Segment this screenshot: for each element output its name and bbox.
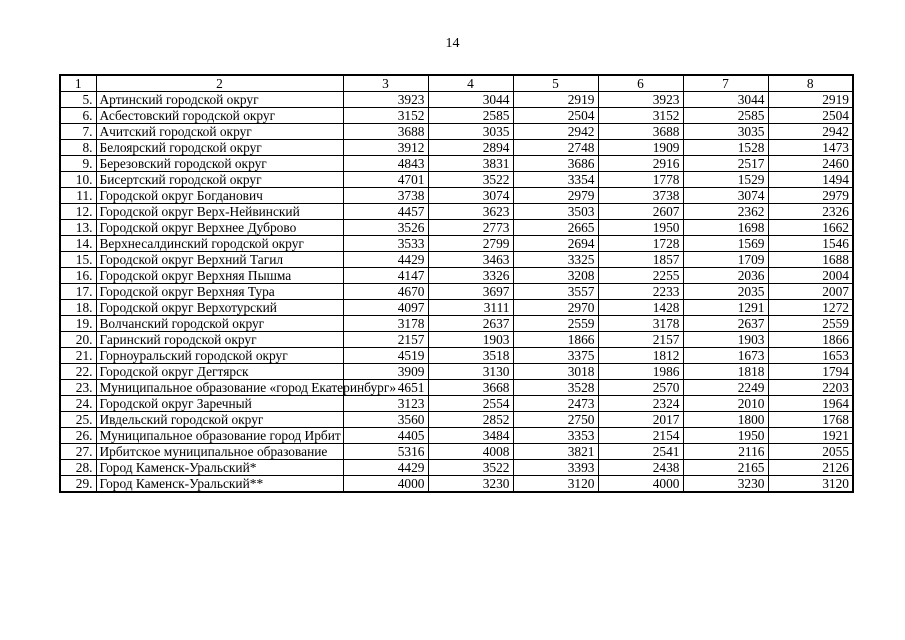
value-cell: 3208 [513,268,598,284]
table-row [60,380,853,396]
municipality-name: Ирбитское муниципальное образование [96,444,343,460]
value-cell: 3738 [598,188,683,204]
table-row [60,444,853,460]
row-number: 22. [60,364,96,380]
value-cell: 2979 [768,188,853,204]
value-cell: 2554 [428,396,513,412]
value-cell: 2007 [768,284,853,300]
value-cell: 1986 [598,364,683,380]
municipality-name: Городской округ Дегтярск [96,364,343,380]
municipality-name: Ачитский городской округ [96,124,343,140]
value-cell: 3688 [598,124,683,140]
value-cell: 2324 [598,396,683,412]
value-cell: 3557 [513,284,598,300]
value-cell: 4519 [343,348,428,364]
value-cell: 1909 [598,140,683,156]
value-cell: 2362 [683,204,768,220]
value-cell: 3522 [428,460,513,476]
value-cell: 4429 [343,460,428,476]
header-cell: 7 [683,75,768,92]
value-cell: 1866 [513,332,598,348]
row-number: 20. [60,332,96,348]
value-cell: 2004 [768,268,853,284]
value-cell: 3831 [428,156,513,172]
table-row [60,348,853,364]
value-cell: 2249 [683,380,768,396]
value-cell: 4429 [343,252,428,268]
value-cell: 1673 [683,348,768,364]
table-row [60,156,853,172]
value-cell: 3821 [513,444,598,460]
municipality-name: Муниципальное образование город Ирбит [96,428,343,444]
value-cell: 1921 [768,428,853,444]
row-number: 25. [60,412,96,428]
header-cell: 6 [598,75,683,92]
value-cell: 2035 [683,284,768,300]
municipality-name: Городской округ Верхняя Пышма [96,268,343,284]
row-number: 19. [60,316,96,332]
value-cell: 3688 [343,124,428,140]
value-cell: 3325 [513,252,598,268]
value-cell: 2607 [598,204,683,220]
municipality-name: Верхнесалдинский городской округ [96,236,343,252]
table-row [60,284,853,300]
value-cell: 2637 [683,316,768,332]
value-cell: 1768 [768,412,853,428]
municipality-name: Городской округ Верхнее Дуброво [96,220,343,236]
value-cell: 1800 [683,412,768,428]
row-number: 9. [60,156,96,172]
value-cell: 3738 [343,188,428,204]
value-cell: 2326 [768,204,853,220]
table-row [60,476,853,493]
value-cell: 3503 [513,204,598,220]
value-cell: 2942 [513,124,598,140]
row-number: 8. [60,140,96,156]
value-cell: 3522 [428,172,513,188]
row-number: 27. [60,444,96,460]
data-table [59,74,854,493]
value-cell: 2665 [513,220,598,236]
municipality-name: Город Каменск-Уральский** [96,476,343,493]
value-cell: 3230 [683,476,768,493]
table-row [60,108,853,124]
value-cell: 3044 [683,92,768,108]
table-row [60,316,853,332]
value-cell: 1818 [683,364,768,380]
value-cell: 3230 [428,476,513,493]
value-cell: 2750 [513,412,598,428]
value-cell: 3326 [428,268,513,284]
value-cell: 2694 [513,236,598,252]
table-row [60,364,853,380]
value-cell: 3375 [513,348,598,364]
municipality-name: Городской округ Заречный [96,396,343,412]
value-cell: 1778 [598,172,683,188]
value-cell: 2055 [768,444,853,460]
value-cell: 4147 [343,268,428,284]
value-cell: 2748 [513,140,598,156]
value-cell: 4457 [343,204,428,220]
value-cell: 1698 [683,220,768,236]
municipality-name: Городской округ Верхний Тагил [96,252,343,268]
value-cell: 3484 [428,428,513,444]
value-cell: 1569 [683,236,768,252]
row-number: 6. [60,108,96,124]
value-cell: 2473 [513,396,598,412]
value-cell: 3018 [513,364,598,380]
value-cell: 2126 [768,460,853,476]
value-cell: 1728 [598,236,683,252]
value-cell: 3178 [343,316,428,332]
row-number: 18. [60,300,96,316]
header-cell: 5 [513,75,598,92]
value-cell: 2799 [428,236,513,252]
value-cell: 3393 [513,460,598,476]
table-row [60,236,853,252]
municipality-name: Гаринский городской округ [96,332,343,348]
table-row [60,428,853,444]
value-cell: 1903 [683,332,768,348]
value-cell: 3463 [428,252,513,268]
value-cell: 2541 [598,444,683,460]
value-cell: 3923 [343,92,428,108]
value-cell: 2157 [343,332,428,348]
row-number: 14. [60,236,96,252]
municipality-name: Городской округ Богданович [96,188,343,204]
value-cell: 1653 [768,348,853,364]
value-cell: 3035 [428,124,513,140]
value-cell: 2233 [598,284,683,300]
value-cell: 3074 [683,188,768,204]
value-cell: 2852 [428,412,513,428]
value-cell: 3623 [428,204,513,220]
row-number: 29. [60,476,96,493]
municipality-name: Белоярский городской округ [96,140,343,156]
value-cell: 2970 [513,300,598,316]
value-cell: 2116 [683,444,768,460]
value-cell: 2637 [428,316,513,332]
value-cell: 4701 [343,172,428,188]
value-cell: 1291 [683,300,768,316]
value-cell: 3130 [428,364,513,380]
row-number: 26. [60,428,96,444]
value-cell: 2916 [598,156,683,172]
municipality-name: Артинский городской округ [96,92,343,108]
value-cell: 1950 [683,428,768,444]
header-cell: 4 [428,75,513,92]
value-cell: 3697 [428,284,513,300]
value-cell: 1272 [768,300,853,316]
municipality-name: Горноуральский городской округ [96,348,343,364]
value-cell: 2154 [598,428,683,444]
value-cell: 1428 [598,300,683,316]
value-cell: 1903 [428,332,513,348]
value-cell: 3152 [598,108,683,124]
value-cell: 2157 [598,332,683,348]
value-cell: 2255 [598,268,683,284]
municipality-name: Березовский городской округ [96,156,343,172]
row-number: 10. [60,172,96,188]
row-number: 13. [60,220,96,236]
value-cell: 1546 [768,236,853,252]
value-cell: 3074 [428,188,513,204]
value-cell: 2773 [428,220,513,236]
value-cell: 3560 [343,412,428,428]
value-cell: 5316 [343,444,428,460]
value-cell: 1473 [768,140,853,156]
value-cell: 3178 [598,316,683,332]
value-cell: 1494 [768,172,853,188]
value-cell: 3668 [428,380,513,396]
value-cell: 1794 [768,364,853,380]
value-cell: 1688 [768,252,853,268]
value-cell: 3354 [513,172,598,188]
value-cell: 3912 [343,140,428,156]
value-cell: 4843 [343,156,428,172]
value-cell: 1866 [768,332,853,348]
row-number: 5. [60,92,96,108]
value-cell: 2559 [513,316,598,332]
value-cell: 2517 [683,156,768,172]
header-row [60,75,853,92]
value-cell: 1529 [683,172,768,188]
municipality-name: Муниципальное образование «город Екатеринбург» [96,380,343,396]
table-row [60,220,853,236]
value-cell: 3528 [513,380,598,396]
table-row [60,332,853,348]
row-number: 12. [60,204,96,220]
row-number: 24. [60,396,96,412]
municipality-name: Бисертский городской округ [96,172,343,188]
value-cell: 1709 [683,252,768,268]
value-cell: 2942 [768,124,853,140]
table-row [60,300,853,316]
page-number: 14 [445,36,460,51]
table-row [60,412,853,428]
municipality-name: Ивдельский городской округ [96,412,343,428]
header-cell: 3 [343,75,428,92]
value-cell: 1950 [598,220,683,236]
value-cell: 3120 [768,476,853,493]
header-cell: 8 [768,75,853,92]
value-cell: 1812 [598,348,683,364]
value-cell: 2203 [768,380,853,396]
value-cell: 2504 [768,108,853,124]
table-row [60,92,853,108]
municipality-name: Городской округ Верхняя Тура [96,284,343,300]
value-cell: 3123 [343,396,428,412]
value-cell: 2570 [598,380,683,396]
row-number: 11. [60,188,96,204]
value-cell: 2017 [598,412,683,428]
value-cell: 2036 [683,268,768,284]
value-cell: 3120 [513,476,598,493]
value-cell: 3686 [513,156,598,172]
value-cell: 2919 [513,92,598,108]
value-cell: 2438 [598,460,683,476]
value-cell: 3353 [513,428,598,444]
table-row [60,268,853,284]
value-cell: 2919 [768,92,853,108]
value-cell: 3518 [428,348,513,364]
table-row [60,172,853,188]
municipality-name: Город Каменск-Уральский* [96,460,343,476]
value-cell: 2585 [683,108,768,124]
value-cell: 2894 [428,140,513,156]
municipality-name: Асбестовский городской округ [96,108,343,124]
value-cell: 3152 [343,108,428,124]
municipality-name: Городской округ Верх-Нейвинский [96,204,343,220]
value-cell: 2165 [683,460,768,476]
value-cell: 1528 [683,140,768,156]
value-cell: 2559 [768,316,853,332]
table-row [60,188,853,204]
table-row [60,396,853,412]
row-number: 7. [60,124,96,140]
municipality-name: Волчанский городской округ [96,316,343,332]
value-cell: 4000 [343,476,428,493]
value-cell: 2979 [513,188,598,204]
value-cell: 2010 [683,396,768,412]
row-number: 16. [60,268,96,284]
value-cell: 2585 [428,108,513,124]
table-row [60,124,853,140]
header-cell: 1 [60,75,96,92]
value-cell: 4405 [343,428,428,444]
value-cell: 3526 [343,220,428,236]
row-number: 23. [60,380,96,396]
value-cell: 4670 [343,284,428,300]
table-row [60,204,853,220]
row-number: 28. [60,460,96,476]
table-row [60,460,853,476]
row-number: 17. [60,284,96,300]
value-cell: 1662 [768,220,853,236]
value-cell: 2504 [513,108,598,124]
value-cell: 3044 [428,92,513,108]
table-row [60,140,853,156]
value-cell: 4651 [343,380,428,396]
value-cell: 2460 [768,156,853,172]
municipality-name: Городской округ Верхотурский [96,300,343,316]
value-cell: 3533 [343,236,428,252]
table-row [60,252,853,268]
value-cell: 3909 [343,364,428,380]
row-number: 15. [60,252,96,268]
value-cell: 4008 [428,444,513,460]
value-cell: 4097 [343,300,428,316]
value-cell: 3035 [683,124,768,140]
header-cell: 2 [96,75,343,92]
row-number: 21. [60,348,96,364]
value-cell: 1857 [598,252,683,268]
value-cell: 4000 [598,476,683,493]
value-cell: 3111 [428,300,513,316]
value-cell: 3923 [598,92,683,108]
value-cell: 1964 [768,396,853,412]
